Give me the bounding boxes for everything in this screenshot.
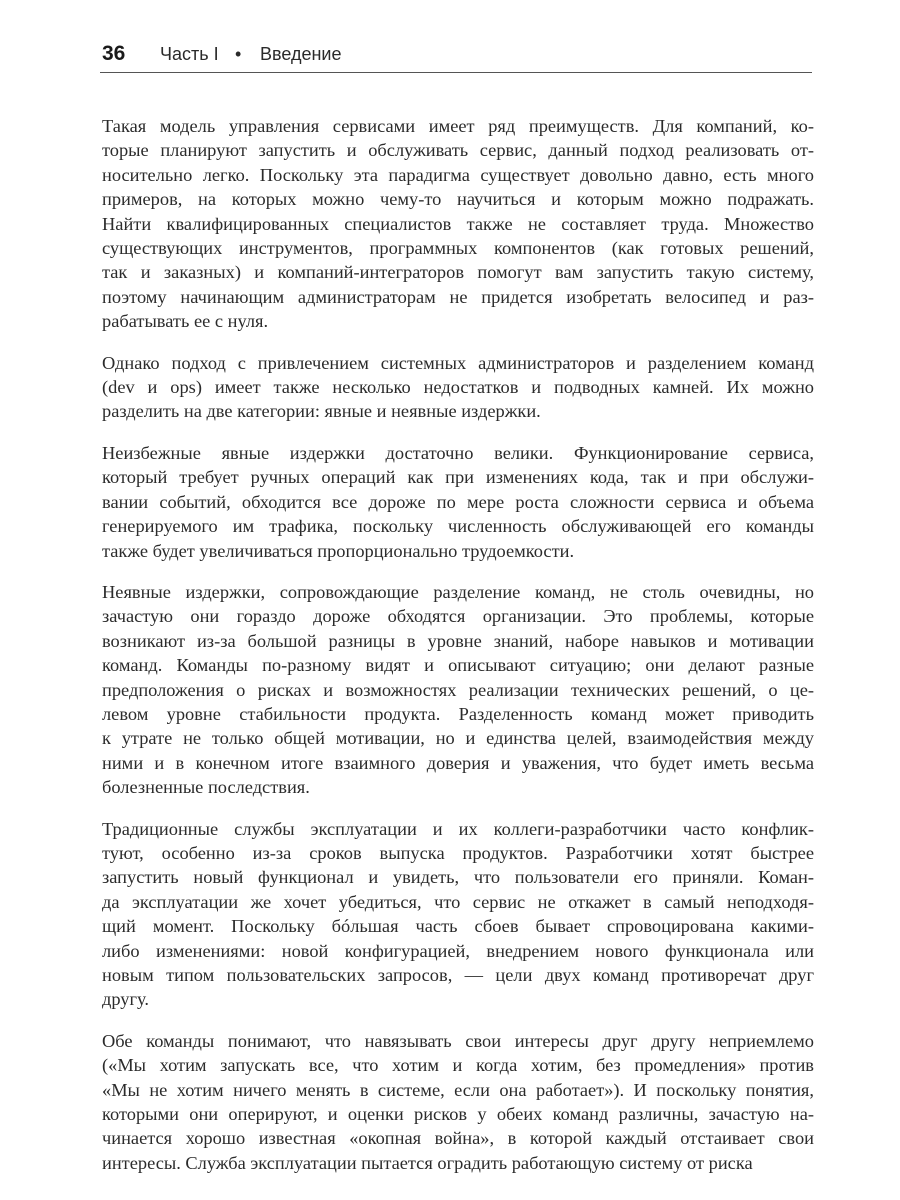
paragraph — [102, 351, 814, 424]
text-line: который требует ручных операций как при изменениях кода, так и при обслужи- — [102, 467, 814, 488]
text-line: «Мы не хотим ничего менять в системе, если она работает»). И поскольку понятия, — [102, 1079, 814, 1100]
text-line: либо изменениями: новой конфигурацией, внедрением нового функционала или — [102, 940, 814, 961]
text-line: (dev и ops) имеет также несколько недостатков и подводных камней. Их можно — [102, 377, 814, 398]
text-line: предположения о рисках и возможностях реализации технических решений, о це- — [102, 679, 814, 700]
text-line: разделить на две категории: явные и неявные издержки. — [102, 401, 541, 422]
text-line: носительно легко. Поскольку эта парадигма существует довольно давно, есть много — [102, 164, 814, 185]
text-line: щий момент. Поскольку бóльшая часть сбоев бывает спровоцирована какими- — [102, 916, 814, 937]
text-line: Традиционные службы эксплуатации и их коллеги-разработчики часто конфлик- — [102, 818, 814, 839]
body-text — [102, 114, 814, 1192]
text-line: другу. — [102, 989, 149, 1010]
part-label: Часть I — [160, 44, 219, 64]
text-line: интересы. Служба эксплуатации пытается оградить работающую систему от риска — [102, 1152, 753, 1173]
paragraph — [102, 441, 814, 563]
text-line: возникают из-за большой разницы в уровне знаний, наборе навыков и мотивации — [102, 630, 814, 651]
paragraph — [102, 580, 814, 800]
text-line: запустить новый функционал и увидеть, что пользователи его приняли. Коман- — [102, 867, 814, 888]
text-line: так и заказных) и компаний-интеграторов помогут вам запустить такую систему, — [102, 262, 814, 283]
paragraph — [102, 1029, 814, 1175]
text-line: да эксплуатации же хочет убедиться, что сервис не откажет в самый неподходя- — [102, 891, 814, 912]
text-line: Найти квалифицированных специалистов также не составляет труда. Множество — [102, 213, 814, 234]
paragraph — [102, 114, 814, 334]
text-line: к утрате не только общей мотивации, но и единства целей, взаимодействия между — [102, 728, 814, 749]
running-header — [102, 40, 812, 68]
text-line: Однако подход с привлечением системных администраторов и разделением команд — [102, 352, 814, 373]
text-line: ними и в конечном итоге взаимного доверия и уважения, что будет иметь весьма — [102, 752, 814, 773]
paragraph — [102, 817, 814, 1012]
text-line: («Мы хотим запускать все, что хотим и когда хотим, без промедления» против — [102, 1055, 814, 1076]
text-line: примеров, на которых можно чему-то научиться и которым можно подражать. — [102, 189, 814, 210]
text-line: болезненные последствия. — [102, 777, 310, 798]
text-line: также будет увеличиваться пропорционально трудоемкости. — [102, 540, 575, 561]
page-number: 36 — [102, 42, 126, 65]
text-line: торые планируют запустить и обслуживать сервис, данный подход реализовать от- — [102, 140, 814, 161]
text-line: генерируемого им трафика, поскольку численность обслуживающей его команды — [102, 516, 814, 537]
text-line: Обе команды понимают, что навязывать свои интересы друг другу неприемлемо — [102, 1030, 814, 1051]
section-title: Введение — [260, 44, 342, 64]
text-line: левом уровне стабильности продукта. Разделенность команд может приводить — [102, 703, 814, 724]
text-line: Неизбежные явные издержки достаточно велики. Функционирование сервиса, — [102, 442, 814, 463]
text-line: рабатывать ее с нуля. — [102, 311, 269, 332]
text-line: новым типом пользовательских запросов, — цели двух команд противоречат друг — [102, 965, 814, 985]
text-line: вании событий, обходится все дороже по мере роста сложности сервиса и объема — [102, 491, 814, 512]
header-divider — [100, 72, 812, 73]
text-line: существующих инструментов, программных компонентов (как готовых решений, — [102, 238, 814, 259]
text-line: туют, особенно из-за сроков выпуска продуктов. Разработчики хотят быстрее — [102, 842, 814, 863]
text-line: команд. Команды по-разному видят и описывают ситуацию; они делают разные — [102, 655, 814, 676]
text-line: Неявные издержки, сопровождающие разделение команд, не столь очевидны, но — [102, 581, 814, 602]
text-line: поэтому начинающим администраторам не придется изобретать велосипед и раз- — [102, 286, 814, 307]
header-bullet-separator: • — [235, 44, 242, 64]
text-line: Такая модель управления сервисами имеет ряд преимуществ. Для компаний, ко- — [102, 116, 814, 136]
text-line: зачастую они гораздо дороже обходятся организации. Это проблемы, которые — [102, 606, 814, 627]
text-line: которыми они оперируют, и оценки рисков у обеих команд различны, зачастую на- — [102, 1104, 814, 1125]
text-line: чинается хорошо известная «окопная война», в которой каждый отстаивает свои — [102, 1128, 814, 1149]
